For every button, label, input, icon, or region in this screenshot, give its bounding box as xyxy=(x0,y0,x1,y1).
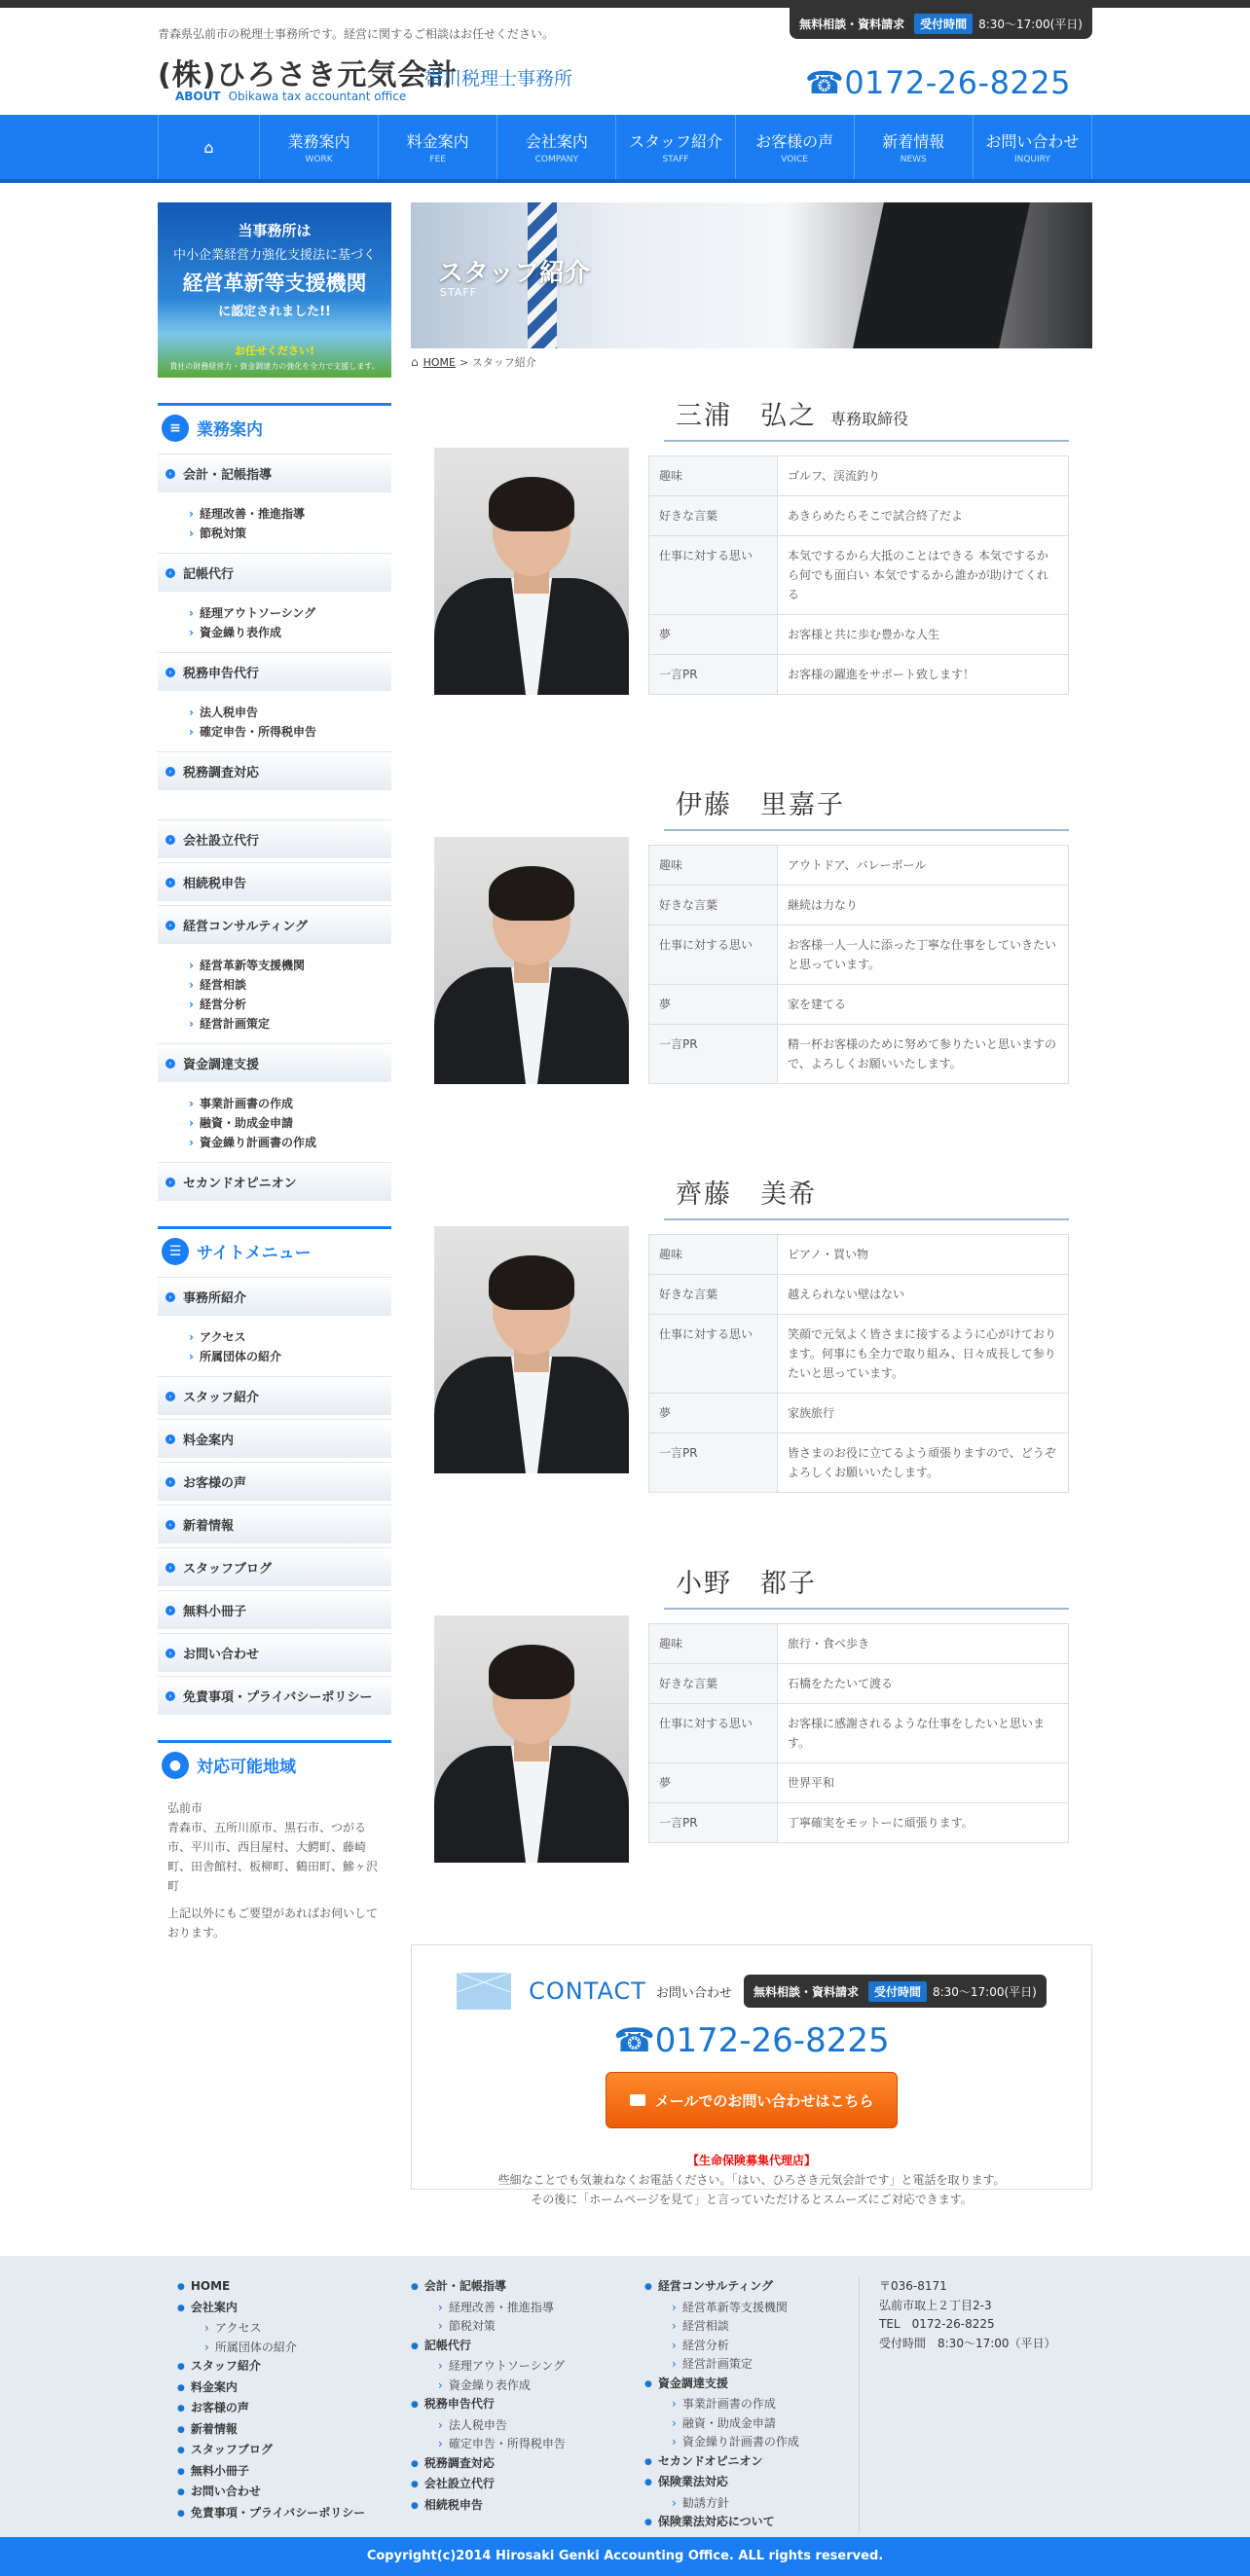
row-value: 家を建てる xyxy=(778,985,1069,1025)
mail-inquiry-button[interactable]: メールでのお問い合わせはこちら xyxy=(606,2072,898,2128)
footer-link[interactable]: ● お問い合わせ xyxy=(177,2483,391,2504)
table-row xyxy=(649,1704,1069,1763)
document-icon: ☰ xyxy=(162,1238,189,1265)
mail-icon xyxy=(630,2094,645,2106)
sidebar-item-label: スタッフ紹介 xyxy=(183,1391,260,1405)
row-value: 精一杯お客様のために努めて参りたいと思いますので、よろしくお願いいたします。 xyxy=(778,1025,1069,1084)
chevron-right-icon: › xyxy=(165,767,175,777)
footer-link[interactable]: ● 記帳代行 xyxy=(411,2337,625,2358)
contact-phone[interactable]: ☎0172-26-8225 xyxy=(613,2021,890,2060)
photo-hair xyxy=(489,1255,574,1310)
footer-link[interactable]: › 経理改善・推進指導 xyxy=(411,2299,625,2318)
row-value: 本気でするから大抵のことはできる 本気でするから何でも面白い 本気でするから誰かが助けてくれる xyxy=(778,536,1069,615)
chevron-right-icon: › xyxy=(165,1520,175,1530)
footer-link[interactable]: › 経理アウトソーシング xyxy=(411,2357,625,2376)
footer-link[interactable]: › 確定申告・所得税申告 xyxy=(411,2435,625,2454)
site-footer xyxy=(0,2256,1250,2537)
nav-company[interactable]: 会社案内 COMPANY xyxy=(496,115,615,179)
table-row xyxy=(649,1664,1069,1704)
sidebar-item[interactable] xyxy=(158,1505,391,1543)
row-label: 夢 xyxy=(649,985,778,1025)
table-row xyxy=(649,536,1069,615)
top-bar xyxy=(0,0,1250,8)
sidebar-item[interactable] xyxy=(158,1277,391,1316)
chevron-right-icon: › xyxy=(165,1606,175,1615)
sidebar-subitem[interactable]: › アクセス xyxy=(189,1327,391,1347)
staff-profile-table xyxy=(648,1623,1069,1843)
sidebar-item[interactable] xyxy=(158,1633,391,1672)
row-value: お客様と共に歩む豊かな人生 xyxy=(778,615,1069,655)
contact-box xyxy=(411,1944,1092,2206)
page-wrap xyxy=(158,202,1092,2254)
nav-voice[interactable]: お客様の声 VOICE xyxy=(735,115,854,179)
sidebar-item-label: お問い合わせ xyxy=(183,1648,260,1662)
table-row xyxy=(649,1235,1069,1275)
contact-text-1: 些細なことでも気兼ねなくお電話ください。「はい、ひろさき元気会計です」と電話を取ります。 xyxy=(497,2173,1006,2187)
breadcrumb-current: > スタッフ紹介 xyxy=(460,356,536,369)
sidebar-item[interactable] xyxy=(158,1419,391,1458)
footer-link[interactable]: › 経営革新等支援機関 xyxy=(644,2299,859,2318)
site-menu xyxy=(158,1277,391,1715)
table-row xyxy=(649,1315,1069,1394)
sidebar-sublist xyxy=(158,1082,391,1158)
sidebar-sublist xyxy=(158,691,391,747)
footer-link[interactable]: ● スタッフ紹介 xyxy=(177,2357,391,2378)
nav-work[interactable]: 業務案内 WORK xyxy=(259,115,378,179)
sidebar-subitem[interactable]: › 融資・助成金申請 xyxy=(189,1113,391,1133)
row-label: 好きな言葉 xyxy=(649,1664,778,1704)
sidebar-subitem[interactable]: › 経理アウトソーシング xyxy=(189,603,391,623)
footer-link[interactable]: ● スタッフブログ xyxy=(177,2441,391,2462)
sidebar-item[interactable] xyxy=(158,819,391,858)
row-label: 夢 xyxy=(649,1763,778,1803)
staff-name: 小野 都子 xyxy=(676,1569,817,1599)
staff-photo xyxy=(434,1615,629,1863)
row-label: 仕事に対する思い xyxy=(649,1315,778,1394)
main-content xyxy=(411,202,1092,1830)
list-icon: ≡ xyxy=(162,415,189,442)
staff-name-heading xyxy=(664,1176,1069,1220)
table-row xyxy=(649,456,1069,496)
row-value: 越えられない壁はない xyxy=(778,1275,1069,1315)
row-label: 趣味 xyxy=(649,456,778,496)
row-label: 好きな言葉 xyxy=(649,886,778,925)
phone-icon: ☎ xyxy=(613,2021,655,2060)
sidebar-subitem[interactable]: › 経営相談 xyxy=(189,975,391,995)
row-label: 仕事に対する思い xyxy=(649,925,778,985)
sidebar-item[interactable] xyxy=(158,1376,391,1415)
row-value: 笑顔で元気よく皆さまに接するように心がけております。何事にも全力で取り組み、日々成長して参りたいと思っています。 xyxy=(778,1315,1069,1394)
chevron-right-icon: › xyxy=(165,1563,175,1573)
support-banner[interactable]: 当事務所は 中小企業経営力強化支援法に基づく 経営革新等支援機関 に認定されました!! お任せください! 貴社の財務経営力・資金調達力の強化を全力で支援します。 xyxy=(158,202,391,378)
footer-link[interactable]: ● 税務調査対応 xyxy=(411,2454,625,2476)
footer-link[interactable]: ● 税務申告代行 xyxy=(411,2395,625,2416)
table-row xyxy=(649,1803,1069,1843)
row-value: 石橋をたたいて渡る xyxy=(778,1664,1069,1704)
footer-link[interactable]: ● 料金案内 xyxy=(177,2378,391,2400)
sidebar-subitem[interactable]: › 経理改善・推進指導 xyxy=(189,504,391,524)
row-value: 旅行・食べ歩き xyxy=(778,1624,1069,1664)
footer-link[interactable]: ● HOME xyxy=(177,2277,391,2299)
photo-hair xyxy=(489,866,574,921)
table-row xyxy=(649,615,1069,655)
row-label: 一言PR xyxy=(649,1433,778,1493)
chevron-right-icon: › xyxy=(165,1649,175,1658)
breadcrumb xyxy=(411,354,1092,370)
site-logo[interactable]: (株)ひろさき元気会計 xyxy=(158,58,459,92)
sidebar-sublist xyxy=(158,492,391,549)
header-hours-badge: 無料相談・資料請求 受付時間 8:30～17:00(平日) xyxy=(790,8,1092,39)
sidebar-subitem[interactable]: › 事業計画書の作成 xyxy=(189,1094,391,1113)
footer-link[interactable]: › 経営計画策定 xyxy=(644,2355,859,2375)
table-row xyxy=(649,1763,1069,1803)
sidebar-item[interactable] xyxy=(158,751,391,790)
sidebar-heading-site: ☰ サイトメニュー xyxy=(158,1226,391,1273)
nav-staff[interactable]: スタッフ紹介 STAFF xyxy=(615,115,734,179)
sidebar-heading-area: ● 対応可能地域 xyxy=(158,1740,391,1787)
nav-inquiry[interactable]: お問い合わせ INQUIRY xyxy=(973,115,1092,179)
row-label: 趣味 xyxy=(649,846,778,886)
table-row xyxy=(649,1433,1069,1493)
footer-link[interactable]: ● 会社設立代行 xyxy=(411,2475,625,2496)
footer-link[interactable]: ● お客様の声 xyxy=(177,2399,391,2420)
nav-fee[interactable]: 料金案内 FEE xyxy=(378,115,496,179)
contact-hours-badge: 無料相談・資料請求 受付時間 8:30～17:00(平日) xyxy=(744,1975,1047,2008)
staff-name-heading xyxy=(664,397,1069,442)
sidebar-item[interactable] xyxy=(158,1590,391,1629)
chevron-right-icon: › xyxy=(165,1691,175,1701)
row-label: 好きな言葉 xyxy=(649,496,778,536)
chevron-right-icon: › xyxy=(165,1059,175,1069)
row-label: 仕事に対する思い xyxy=(649,536,778,615)
sidebar-item[interactable] xyxy=(158,454,391,492)
nav-home[interactable] xyxy=(158,115,259,179)
global-nav xyxy=(0,115,1250,183)
copyright: Copyright(c)2014 Hirosaki Genki Accounting Office. ALL rights reserved. xyxy=(0,2537,1250,2576)
sidebar-item[interactable] xyxy=(158,1547,391,1586)
breadcrumb-home-link[interactable]: HOME xyxy=(423,355,456,369)
staff-photo xyxy=(434,837,629,1084)
footer-link[interactable]: ● 会計・記帳指導 xyxy=(411,2277,625,2299)
row-value: 丁寧確実をモットーに頑張ります。 xyxy=(778,1803,1069,1843)
page-title: スタッフ紹介 xyxy=(438,259,591,288)
table-row xyxy=(649,496,1069,536)
table-row xyxy=(649,985,1069,1025)
row-value: お客様に感謝されるような仕事をしたいと思います。 xyxy=(778,1704,1069,1763)
staff-profile-table xyxy=(648,845,1069,1084)
address-line: TEL 0172-26-8225 xyxy=(879,2317,995,2331)
address-line: 〒036-8171 xyxy=(879,2279,947,2293)
footer-link[interactable]: ● 免責事項・プライバシーポリシー xyxy=(177,2504,391,2525)
sidebar-item-label: 事務所紹介 xyxy=(183,1291,247,1306)
contact-text-2: その後に「ホームページを見て」と言っていただけるとスムーズにご対応できます。 xyxy=(531,2193,973,2206)
row-value: アウトドア、バレーボール xyxy=(778,846,1069,886)
sidebar-subitem[interactable]: › 確定申告・所得税申告 xyxy=(189,722,391,742)
sidebar xyxy=(158,202,391,1942)
chevron-right-icon: › xyxy=(165,668,175,677)
footer-link[interactable]: ● 保険業法対応 xyxy=(644,2473,859,2494)
staff-name: 齊藤 美希 xyxy=(676,1179,817,1210)
footer-link[interactable]: ● 会社案内 xyxy=(177,2299,391,2320)
footer-link[interactable]: ● 相続税申告 xyxy=(411,2496,625,2518)
sidebar-item-label: セカンドオピニオン xyxy=(183,1177,297,1191)
row-label: 一言PR xyxy=(649,1025,778,1084)
footer-link[interactable]: › 節税対策 xyxy=(411,2317,625,2337)
home-icon: ⌂ xyxy=(411,355,419,369)
row-value: 世界平和 xyxy=(778,1763,1069,1803)
chevron-right-icon: › xyxy=(165,878,175,888)
row-label: 趣味 xyxy=(649,1624,778,1664)
insurance-agent-note: 【生命保険募集代理店】 xyxy=(686,2154,816,2167)
sidebar-subitem[interactable]: › 所属団体の紹介 xyxy=(189,1347,391,1366)
row-value: お客様の躍進をサポート致します！ xyxy=(778,655,1069,695)
sidebar-item-label: お客様の声 xyxy=(183,1476,247,1491)
footer-link[interactable]: ● 新着情報 xyxy=(177,2420,391,2442)
sidebar-item-label: 経営コンサルティング xyxy=(183,920,309,934)
address-line: 受付時間 8:30～17:00（平日） xyxy=(879,2336,1056,2350)
table-row xyxy=(649,1025,1069,1084)
chevron-right-icon: › xyxy=(165,568,175,578)
sidebar-item-label: 相続税申告 xyxy=(183,877,247,891)
sidebar-item-label: 料金案内 xyxy=(183,1433,235,1448)
office-name: 帯川税理士事務所 xyxy=(424,68,573,90)
footer-link[interactable]: › 資金繰り計画書の作成 xyxy=(644,2433,859,2452)
nav-news[interactable]: 新着情報 NEWS xyxy=(854,115,973,179)
sidebar-subitem[interactable]: › 節税対策 xyxy=(189,524,391,543)
row-value: 継続は力なり xyxy=(778,886,1069,925)
sidebar-subitem[interactable]: › 資金繰り表作成 xyxy=(189,623,391,642)
row-value: 皆さまのお役に立てるよう頑張りますので、どうぞよろしくお願いいたします。 xyxy=(778,1433,1069,1493)
chevron-right-icon: › xyxy=(165,1292,175,1302)
footer-link[interactable]: › 法人税申告 xyxy=(411,2416,625,2436)
footer-link[interactable]: › 資金繰り表作成 xyxy=(411,2376,625,2396)
sidebar-sublist xyxy=(158,944,391,1039)
chevron-right-icon: › xyxy=(165,1434,175,1444)
row-label: 一言PR xyxy=(649,1803,778,1843)
table-row xyxy=(649,846,1069,886)
staff-photo xyxy=(434,1226,629,1473)
footer-link[interactable]: ● 保険業法対応について xyxy=(644,2513,859,2534)
footer-column-2 xyxy=(391,2277,625,2534)
sidebar-item[interactable] xyxy=(158,862,391,901)
chevron-right-icon: › xyxy=(165,469,175,479)
footer-link[interactable]: › 経営分析 xyxy=(644,2337,859,2356)
footer-link[interactable]: › 勧誘方針 xyxy=(644,2494,859,2514)
sidebar-heading-services: ≡ 業務案内 xyxy=(158,403,391,450)
sidebar-subitem[interactable]: › 経営分析 xyxy=(189,995,391,1014)
staff-profile-table xyxy=(648,455,1069,695)
row-label: 一言PR xyxy=(649,655,778,695)
footer-link[interactable]: ● 無料小冊子 xyxy=(177,2462,391,2484)
address-line: 弘前市取上２丁目2-3 xyxy=(879,2298,992,2312)
menu-gap xyxy=(158,790,391,816)
sidebar-item[interactable] xyxy=(158,905,391,944)
chevron-right-icon: › xyxy=(165,921,175,930)
sidebar-item[interactable] xyxy=(158,553,391,592)
footer-link[interactable]: ● セカンドオピニオン xyxy=(644,2452,859,2474)
footer-link[interactable]: ● 経営コンサルティング xyxy=(644,2277,859,2299)
sidebar-item-label: 税務調査対応 xyxy=(183,766,260,780)
sidebar-subitem[interactable]: › 法人税申告 xyxy=(189,703,391,722)
row-value: ピアノ・買い物 xyxy=(778,1235,1069,1275)
sidebar-item[interactable] xyxy=(158,652,391,691)
photo-hair xyxy=(489,477,574,531)
row-label: 好きな言葉 xyxy=(649,1275,778,1315)
sidebar-item-label: 新着情報 xyxy=(183,1519,235,1534)
sidebar-subitem[interactable]: › 資金繰り計画書の作成 xyxy=(189,1133,391,1152)
row-label: 仕事に対する思い xyxy=(649,1704,778,1763)
page-title-en: STAFF xyxy=(440,286,478,299)
home-icon: ⌂ xyxy=(203,137,214,157)
chevron-right-icon: › xyxy=(165,1392,175,1401)
header-phone[interactable]: ☎0172-26-8225 xyxy=(804,64,1071,101)
staff-photo xyxy=(434,448,629,695)
footer-link[interactable]: › 経営相談 xyxy=(644,2317,859,2337)
photo-hair xyxy=(489,1645,574,1699)
footer-column-1 xyxy=(158,2277,391,2534)
table-row xyxy=(649,1394,1069,1433)
table-row xyxy=(649,925,1069,985)
chevron-right-icon: › xyxy=(165,1178,175,1187)
table-row xyxy=(649,1275,1069,1315)
page-hero xyxy=(411,202,1092,348)
chevron-right-icon: › xyxy=(165,835,175,845)
table-row xyxy=(649,886,1069,925)
sidebar-item[interactable] xyxy=(158,1676,391,1715)
footer-link[interactable]: › 事業計画書の作成 xyxy=(644,2395,859,2414)
phone-icon: ☎ xyxy=(804,64,845,101)
staff-title: 専務取締役 xyxy=(830,410,909,428)
logo-subtitle: ABOUT Obikawa tax accountant office xyxy=(175,90,407,103)
footer-link[interactable]: › アクセス xyxy=(177,2319,391,2339)
sidebar-subitem[interactable]: › 経営計画策定 xyxy=(189,1014,391,1034)
services-menu xyxy=(158,454,391,1201)
contact-title: CONTACT xyxy=(529,1977,646,2005)
sidebar-item-label: 記帳代行 xyxy=(183,567,235,582)
staff-name: 伊藤 里嘉子 xyxy=(676,790,845,820)
site-header xyxy=(158,8,1092,115)
footer-link[interactable]: › 所属団体の紹介 xyxy=(177,2339,391,2358)
row-label: 夢 xyxy=(649,615,778,655)
staff-profile-table xyxy=(648,1234,1069,1493)
contact-title-jp: お問い合わせ xyxy=(655,1985,732,2001)
footer-column-3 xyxy=(625,2277,859,2534)
location-pin-icon: ● xyxy=(162,1752,189,1779)
staff-name: 三浦 弘之 xyxy=(676,401,817,431)
envelope-icon xyxy=(457,1973,511,2010)
staff-name-heading xyxy=(664,786,1069,831)
table-row xyxy=(649,1624,1069,1664)
sidebar-item-label: 会計・記帳指導 xyxy=(183,468,273,483)
sidebar-item-label: 無料小冊子 xyxy=(183,1605,247,1619)
sidebar-item-label: 会社設立代行 xyxy=(183,834,260,849)
sidebar-item-label: 免責事項・プライバシーポリシー xyxy=(183,1690,373,1705)
footer-link[interactable]: › 融資・助成金申請 xyxy=(644,2414,859,2434)
chevron-right-icon: › xyxy=(165,1477,175,1487)
sidebar-item[interactable] xyxy=(158,1462,391,1501)
row-value: 家族旅行 xyxy=(778,1394,1069,1433)
hero-monitor-image xyxy=(853,202,1030,348)
sidebar-subitem[interactable]: › 経営革新等支援機関 xyxy=(189,956,391,975)
sidebar-item-label: スタッフブログ xyxy=(183,1562,273,1577)
site-description: 青森県弘前市の税理士事務所です。経営に関するご相談はお任せください。 xyxy=(158,27,555,41)
area-text: 弘前市 青森市、五所川原市、黒石市、つがる市、平川市、西目屋村、大鰐町、藤崎町、田舎館村、板柳町、鶴田町、鰺ヶ沢町 上記以外にもご要望があればお伺いしております。 xyxy=(167,1801,379,1940)
footer-address xyxy=(859,2277,1092,2534)
footer-link[interactable]: ● 資金調達支援 xyxy=(644,2375,859,2396)
row-label: 夢 xyxy=(649,1394,778,1433)
row-value: あきらめたらそこで試合終了だよ xyxy=(778,496,1069,536)
sidebar-sublist xyxy=(158,1316,391,1372)
sidebar-item[interactable] xyxy=(158,1043,391,1082)
table-row xyxy=(649,655,1069,695)
row-value: ゴルフ、渓流釣り xyxy=(778,456,1069,496)
staff-name-heading xyxy=(664,1565,1069,1610)
sidebar-item-label: 資金調達支援 xyxy=(183,1058,260,1072)
row-label: 趣味 xyxy=(649,1235,778,1275)
sidebar-item[interactable] xyxy=(158,1162,391,1201)
sidebar-sublist xyxy=(158,592,391,648)
sidebar-item-label: 税務申告代行 xyxy=(183,667,260,681)
row-value: お客様一人一人に添った丁寧な仕事をしていきたいと思っています。 xyxy=(778,925,1069,985)
